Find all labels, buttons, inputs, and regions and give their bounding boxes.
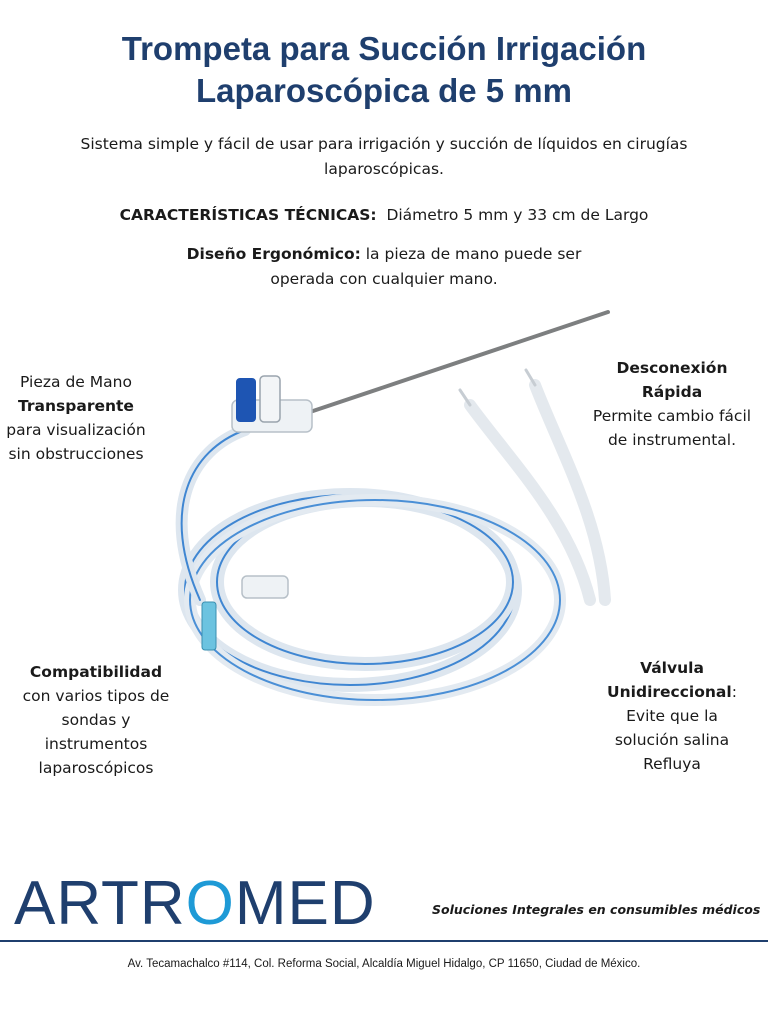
specs-value: Diámetro 5 mm y 33 cm de Largo — [386, 206, 649, 224]
technical-specs — [0, 204, 768, 226]
title-line-2: Laparoscópica de 5 mm — [196, 72, 572, 109]
artromed-logo — [14, 868, 376, 940]
suction-irrigation-device-image — [150, 300, 620, 720]
ergo-label: Diseño Ergonómico: — [186, 245, 361, 263]
spring-connector — [202, 602, 216, 650]
instrument-shaft — [310, 312, 608, 412]
valve-bold: Válvula Unidireccional — [607, 659, 732, 701]
compat-post: con varios tipos de sondas y instrumentos laparoscópicos — [22, 687, 170, 777]
handpiece-bold: Transparente — [18, 397, 134, 415]
disconnect-post: Permite cambio fácil de instrumental. — [592, 407, 752, 449]
ergonomic-design — [170, 242, 598, 292]
page-title — [0, 28, 768, 112]
company-address: Av. Tecamachalco #114, Col. Reforma Social, Alcaldía Miguel Hidalgo, CP 11650, Ciudad de México. — [127, 958, 641, 970]
logo-part-a: ARTR — [14, 869, 186, 938]
logo-part-b: O — [185, 869, 235, 938]
ergo-text: la pieza de mano puede ser operada con cualquier mano. — [270, 245, 582, 288]
callout-handpiece — [0, 370, 152, 466]
specs-label: CARACTERÍSTICAS TÉCNICAS: — [119, 206, 377, 224]
valve-colon: : — [731, 683, 737, 701]
disconnect-bold: Desconexión Rápida — [616, 359, 728, 401]
product-description: Sistema simple y fácil de usar para irrigación y succión de líquidos en cirugías laparoscópicas. — [80, 135, 688, 178]
valve-blue — [236, 378, 256, 422]
handpiece-pre: Pieza de Mano — [20, 373, 132, 391]
brand-tagline: Soluciones Integrales en consumibles médicos — [432, 902, 761, 917]
valve-white — [260, 376, 280, 422]
compat-bold: Compatibilidad — [29, 663, 163, 681]
footer-divider — [0, 940, 768, 942]
valve-post: Evite que la solución salina Refluya — [614, 707, 730, 773]
title-line-1: Trompeta para Succión Irrigación — [121, 30, 647, 67]
check-valve — [242, 576, 288, 598]
logo-part-c: MED — [234, 869, 376, 938]
handpiece-post: para visualización sin obstrucciones — [6, 421, 146, 463]
